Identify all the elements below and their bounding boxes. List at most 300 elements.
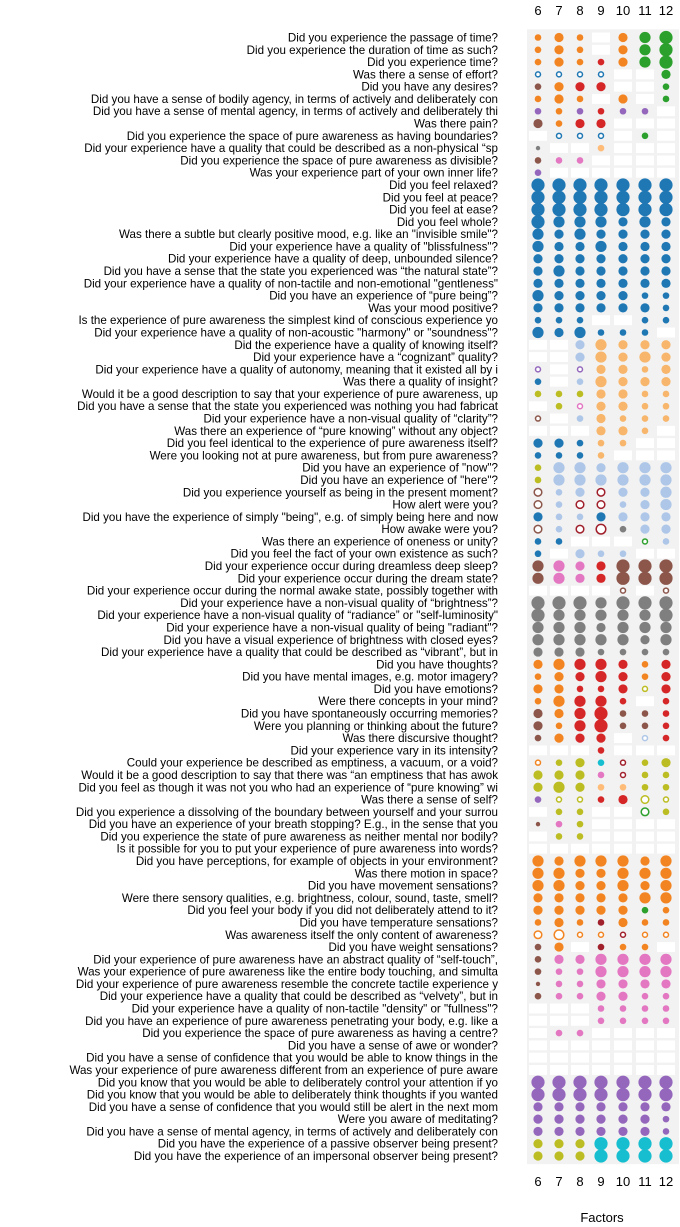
dot-factor-11	[640, 500, 649, 509]
dot-factor-9	[596, 979, 605, 988]
empty-cell	[614, 82, 632, 92]
dot-factor-9	[595, 855, 606, 866]
empty-cell	[571, 426, 589, 436]
dot-factor-11	[639, 44, 650, 55]
dot-factor-8	[575, 561, 584, 570]
empty-cell	[550, 377, 568, 387]
question-label: Was there a sense of effort?	[352, 68, 498, 82]
empty-cell	[614, 819, 632, 829]
empty-cell	[614, 831, 632, 841]
dot-factor-7	[554, 33, 563, 42]
ring-factor-8	[578, 932, 583, 937]
dot-factor-7	[554, 672, 563, 681]
bottom-tick-label: 9	[597, 1174, 605, 1189]
dot-factor-10	[618, 303, 627, 312]
dot-factor-6	[536, 822, 540, 826]
empty-cell	[614, 155, 632, 165]
dot-factor-6	[532, 634, 543, 645]
dot-factor-11	[639, 462, 650, 473]
empty-cell	[571, 536, 589, 546]
dot-factor-11	[638, 203, 651, 216]
dot-factor-10	[618, 795, 627, 804]
dot-factor-7	[552, 203, 565, 216]
dot-factor-11	[642, 415, 649, 422]
dot-factor-12	[661, 279, 670, 288]
dot-factor-10	[617, 634, 628, 645]
dot-factor-8	[575, 869, 584, 878]
question-label: Did the experience have a quality of knowing itself?	[234, 338, 498, 352]
dot-factor-8	[575, 770, 584, 779]
dot-factor-7	[553, 868, 564, 879]
empty-cell	[529, 352, 547, 362]
dot-factor-11	[642, 710, 649, 717]
ring-factor-11	[643, 539, 648, 544]
empty-cell	[657, 426, 675, 436]
dot-factor-10	[620, 1017, 627, 1024]
dot-factor-10	[616, 559, 629, 572]
empty-cell	[550, 168, 568, 178]
question-label: Did you have an experience of your breath stopping? E.g., in the sense that you	[88, 818, 498, 832]
empty-cell	[571, 1053, 589, 1063]
empty-cell	[614, 450, 632, 460]
dot-factor-10	[620, 526, 627, 533]
question-label: Was your experience of pure awareness like the entire body touching, and simulta	[77, 965, 498, 979]
ring-factor-11	[643, 932, 648, 937]
empty-cell	[550, 426, 568, 436]
dot-factor-8	[577, 108, 584, 115]
empty-cell	[636, 1065, 654, 1075]
dot-factor-7	[556, 391, 563, 398]
ring-factor-6	[534, 501, 542, 509]
dot-factor-7	[556, 120, 563, 127]
ring-factor-11	[641, 808, 649, 816]
dot-factor-8	[573, 596, 586, 609]
dot-factor-12	[663, 83, 670, 90]
question-label: Were you looking not at pure awareness, but from pure awareness?	[149, 449, 498, 463]
dot-factor-9	[595, 966, 606, 977]
dot-factor-9	[598, 796, 605, 803]
dot-factor-10	[617, 462, 628, 473]
dot-factor-6	[531, 609, 544, 622]
dot-factor-12	[660, 892, 671, 903]
dot-factor-6	[535, 698, 542, 705]
dot-factor-8	[577, 157, 584, 164]
dot-factor-12	[659, 191, 672, 204]
question-label: Did you have a sense of awe or wonder?	[287, 1039, 498, 1053]
question-label: Was there pain?	[414, 117, 498, 131]
dot-factor-7	[554, 1139, 563, 1148]
dot-factor-9	[595, 671, 606, 682]
empty-cell	[592, 33, 610, 43]
question-label: Did you experience yourself as being in the present moment?	[182, 486, 498, 500]
dot-factor-10	[618, 672, 627, 681]
question-label: Did you have the experience of simply "being", e.g. of simply being here and now	[82, 510, 498, 524]
empty-cell	[550, 1040, 568, 1050]
dot-factor-7	[554, 279, 563, 288]
question-label: Was there a subtle but clearly positive mood, e.g. like an "invisible smile"?	[119, 228, 498, 242]
dot-factor-6	[535, 538, 542, 545]
question-label: Was there an experience of “pure knowing” without any object?	[174, 424, 498, 438]
empty-cell	[592, 155, 610, 165]
question-label: Were there concepts in your mind?	[318, 695, 498, 709]
dot-factor-7	[554, 856, 563, 865]
dot-factor-12	[661, 377, 670, 386]
dot-factor-7	[552, 191, 565, 204]
dot-factor-8	[577, 514, 584, 521]
dot-factor-11	[640, 266, 649, 275]
empty-cell	[550, 1004, 568, 1014]
dot-factor-6	[535, 944, 542, 951]
empty-cell	[550, 340, 568, 350]
question-label: Did you experience the passage of time?	[287, 31, 498, 45]
dot-factor-12	[661, 352, 670, 361]
dot-factor-8	[575, 119, 584, 128]
top-tick-label: 7	[555, 3, 563, 18]
dot-factor-12	[663, 317, 670, 324]
dot-factor-9	[596, 254, 605, 263]
empty-cell	[529, 1065, 547, 1075]
question-label: Did you feel whole?	[396, 215, 498, 229]
dot-factor-8	[574, 216, 585, 227]
empty-cell	[657, 119, 675, 129]
ring-factor-8	[578, 133, 583, 138]
dot-factor-12	[663, 919, 670, 926]
dot-factor-6	[532, 560, 543, 571]
dot-factor-6	[533, 684, 542, 693]
empty-cell	[636, 69, 654, 79]
empty-cell	[571, 1016, 589, 1026]
empty-cell	[529, 831, 547, 841]
dot-factor-7	[554, 242, 563, 251]
dot-factor-11	[642, 1005, 649, 1012]
dot-factor-10	[618, 512, 627, 521]
dot-factor-10	[618, 57, 627, 66]
dot-factor-12	[661, 230, 670, 239]
dot-factor-9	[594, 719, 607, 732]
dot-factor-9	[598, 1005, 605, 1012]
empty-cell	[636, 82, 654, 92]
dot-factor-10	[618, 254, 627, 263]
dot-factor-10	[618, 291, 627, 300]
dot-factor-11	[639, 56, 650, 67]
empty-cell	[657, 106, 675, 116]
empty-cell	[529, 426, 547, 436]
question-label: Did you have a sense of mental agency, in terms of actively and deliberately con	[86, 1125, 498, 1139]
dot-factor-8	[577, 378, 584, 385]
dot-factor-9	[594, 203, 607, 216]
question-labels	[69, 32, 498, 1164]
question-label: Did your experience of pure awareness have an abstract quality of “self-touch”,	[93, 953, 498, 967]
dot-factor-8	[574, 855, 585, 866]
dot-factor-10	[618, 365, 627, 374]
empty-cell	[614, 1040, 632, 1050]
dot-factor-7	[556, 968, 563, 975]
empty-cell	[636, 450, 654, 460]
dot-factor-12	[661, 70, 670, 79]
dot-factor-10	[618, 389, 627, 398]
empty-cell	[657, 131, 675, 141]
dot-factor-8	[574, 462, 585, 473]
dot-factor-11	[640, 1115, 649, 1124]
question-label: Did your experience occur during the normal awake state, possibly together with	[86, 584, 498, 598]
dot-factor-10	[618, 979, 627, 988]
dot-factor-7	[556, 809, 563, 816]
dot-factor-7	[552, 596, 565, 609]
question-label: Did you have a sense that the state you experienced was nothing you had fabricat	[77, 400, 498, 414]
dot-factor-6	[531, 596, 544, 609]
dot-factor-12	[660, 487, 671, 498]
dot-factor-6	[535, 464, 542, 471]
dot-factor-8	[575, 303, 584, 312]
question-label: Did you have an experience of pure awareness penetrating your body, e.g. like a	[85, 1014, 498, 1028]
empty-cell	[550, 844, 568, 854]
dot-factor-12	[659, 1137, 672, 1150]
dot-factor-6	[532, 229, 543, 240]
dot-factor-10	[616, 203, 629, 216]
dot-factor-9	[598, 686, 605, 693]
bottom-tick-label: 12	[658, 1174, 674, 1189]
dot-factor-11	[642, 108, 649, 115]
dot-factor-10	[618, 906, 627, 915]
dot-factor-10	[616, 178, 629, 191]
empty-cell	[592, 315, 610, 325]
dot-factor-11	[642, 649, 649, 656]
dot-factor-8	[573, 1076, 586, 1089]
empty-cell	[571, 1004, 589, 1014]
dot-factor-10	[620, 550, 627, 557]
dot-factor-10	[617, 966, 628, 977]
dot-factor-7	[556, 108, 563, 115]
dot-factor-12	[661, 254, 670, 263]
question-label: Is it possible for you to put your experience of pure awareness into words?	[116, 842, 498, 856]
dot-factor-8	[575, 1139, 584, 1148]
dot-factor-12	[661, 672, 670, 681]
dot-factor-11	[642, 993, 649, 1000]
empty-cell	[657, 1053, 675, 1063]
empty-cell	[657, 844, 675, 854]
dot-factor-6	[535, 919, 542, 926]
dot-factor-12	[659, 559, 672, 572]
question-label: Were you planning or thinking about the future?	[253, 719, 498, 733]
dot-factor-11	[640, 881, 649, 890]
dot-factor-9	[595, 339, 606, 350]
dot-factor-8	[577, 1030, 584, 1037]
dot-factor-12	[663, 698, 670, 705]
empty-cell	[636, 1040, 654, 1050]
dot-factor-8	[575, 1102, 584, 1111]
dot-factor-7	[556, 833, 563, 840]
question-label: Was your experience part of your own inner life?	[249, 166, 498, 180]
question-label: Did you know that you would be able to deliberately think thoughts if you wanted	[86, 1088, 498, 1102]
dot-factor-8	[577, 833, 584, 840]
dot-factor-9	[595, 597, 606, 608]
dot-factor-8	[573, 178, 586, 191]
dot-factor-8	[577, 919, 584, 926]
empty-cell	[614, 1053, 632, 1063]
question-label: Did you have movement sensations?	[307, 879, 498, 893]
dot-factor-7	[553, 696, 564, 707]
dot-factor-12	[661, 684, 670, 693]
dot-factor-6	[533, 783, 542, 792]
dot-factor-9	[595, 954, 606, 965]
dot-factor-9	[598, 1017, 605, 1024]
dot-factor-10	[618, 893, 627, 902]
dot-factor-6	[535, 108, 542, 115]
dot-factor-6	[533, 1127, 542, 1136]
empty-cell	[571, 143, 589, 153]
empty-cell	[571, 745, 589, 755]
question-label: Did your experience have a quality that could be described as “velvety”, but in	[99, 990, 498, 1004]
dot-factor-9	[598, 649, 605, 656]
question-label: Did you experience the duration of time as such?	[246, 43, 498, 57]
empty-cell	[614, 168, 632, 178]
dot-factor-10	[616, 1137, 629, 1150]
dot-factor-12	[660, 622, 671, 633]
dot-factor-12	[659, 178, 672, 191]
dot-factor-10	[616, 1076, 629, 1089]
dot-factor-6	[532, 573, 543, 584]
dot-factor-10	[618, 1115, 627, 1124]
ring-factor-7	[557, 133, 562, 138]
dot-factor-11	[642, 1017, 649, 1024]
dot-factor-9	[596, 1127, 605, 1136]
dot-factor-9	[596, 906, 605, 915]
dot-factor-9	[596, 279, 605, 288]
dot-factor-11	[639, 216, 650, 227]
empty-cell	[529, 1004, 547, 1014]
bottom-tick-label: 6	[534, 1174, 542, 1189]
dot-factor-8	[577, 809, 584, 816]
ring-factor-12	[664, 932, 669, 937]
top-tick-label: 10	[615, 3, 631, 18]
dot-factor-8	[577, 46, 584, 53]
question-label: Did you have temperature sensations?	[299, 916, 498, 930]
dot-factor-12	[663, 1017, 670, 1024]
empty-cell	[550, 414, 568, 424]
empty-cell	[592, 94, 610, 104]
empty-cell	[657, 450, 675, 460]
ring-factor-9	[599, 72, 604, 77]
empty-cell	[636, 119, 654, 129]
ring-factor-10	[621, 760, 626, 765]
empty-cell	[614, 69, 632, 79]
empty-cell	[636, 696, 654, 706]
empty-cell	[636, 844, 654, 854]
dot-factor-10	[618, 992, 627, 1001]
question-label: Did your experience have a quality of non-tactile and non-emotional "gentleness"	[83, 277, 498, 291]
dot-factor-9	[596, 365, 605, 374]
empty-cell	[657, 549, 675, 559]
dot-factor-7	[554, 1127, 563, 1136]
empty-cell	[614, 1065, 632, 1075]
dot-factor-8	[575, 291, 584, 300]
dot-factor-7	[556, 759, 563, 766]
dot-factor-8	[574, 634, 585, 645]
dot-factor-12	[660, 855, 671, 866]
dot-factor-9	[596, 574, 605, 583]
dot-factor-12	[661, 242, 670, 251]
dot-factor-9	[598, 550, 605, 557]
dot-factor-8	[577, 96, 584, 103]
dot-factor-7	[554, 733, 563, 742]
dot-factor-9	[595, 376, 606, 387]
dot-factor-9	[596, 869, 605, 878]
ring-factor-6	[536, 416, 541, 421]
question-label: Did you feel your body if you did not deliberately attend to it?	[187, 904, 498, 918]
question-label: Would it be a good description to say that your experience of pure awareness, up	[81, 387, 498, 401]
top-x-axis-ticks	[534, 3, 673, 18]
question-label: Did you experience the space of pure awareness as divisible?	[180, 154, 498, 168]
empty-cell	[636, 1053, 654, 1063]
question-label: Did you have a sense of confidence that you would still be alert in the next mom	[88, 1100, 498, 1114]
dot-factor-6	[535, 956, 542, 963]
dot-factor-11	[638, 178, 651, 191]
dot-factor-11	[642, 784, 649, 791]
dot-factor-9	[598, 772, 605, 779]
empty-cell	[657, 745, 675, 755]
question-label: Did you know that you would be able to deliberately control your attention if yo	[97, 1076, 498, 1090]
dot-factor-7	[554, 254, 563, 263]
dot-factor-6	[533, 439, 542, 448]
dot-factor-7	[554, 1151, 563, 1160]
dot-factor-6	[535, 83, 542, 90]
dot-factor-12	[659, 1088, 672, 1101]
empty-cell	[529, 401, 547, 411]
dot-factor-12	[663, 784, 670, 791]
dot-factor-9	[594, 1149, 607, 1162]
empty-cell	[636, 819, 654, 829]
dot-factor-9	[595, 659, 606, 670]
dot-factor-8	[575, 254, 584, 263]
dot-factor-6	[532, 241, 543, 252]
dot-factor-12	[661, 1102, 670, 1111]
dot-factor-6	[535, 968, 542, 975]
ring-factor-6	[536, 367, 541, 372]
bottom-tick-label: 7	[555, 1174, 563, 1189]
dot-factor-11	[639, 622, 650, 633]
empty-cell	[592, 819, 610, 829]
top-tick-label: 6	[534, 3, 542, 18]
dot-factor-7	[553, 659, 564, 670]
empty-cell	[636, 143, 654, 153]
ring-factor-11	[641, 796, 649, 804]
dot-factor-12	[663, 415, 670, 422]
dot-factor-10	[620, 329, 627, 336]
dot-factor-11	[639, 892, 650, 903]
dot-factor-6	[532, 622, 543, 633]
question-label: Did you have thoughts?	[376, 658, 498, 672]
dot-factor-11	[640, 230, 649, 239]
dot-factor-10	[618, 266, 627, 275]
dot-factor-8	[575, 906, 584, 915]
empty-cell	[657, 1040, 675, 1050]
dot-factor-6	[533, 721, 542, 730]
empty-cell	[550, 549, 568, 559]
question-label: Is the experience of pure awareness the simplest kind of conscious experience yo	[78, 314, 498, 328]
dot-factor-12	[661, 365, 670, 374]
dot-factor-7	[556, 317, 563, 324]
dot-factor-6	[536, 982, 540, 986]
dot-factor-7	[552, 1076, 565, 1089]
dot-factor-11	[642, 133, 649, 140]
dot-factor-9	[594, 178, 607, 191]
empty-cell	[657, 1065, 675, 1075]
question-label: Did you have an experience of "now"?	[302, 461, 498, 475]
empty-cell	[592, 807, 610, 817]
dot-factor-6	[533, 303, 542, 312]
empty-cell	[550, 1053, 568, 1063]
dot-factor-11	[638, 596, 651, 609]
